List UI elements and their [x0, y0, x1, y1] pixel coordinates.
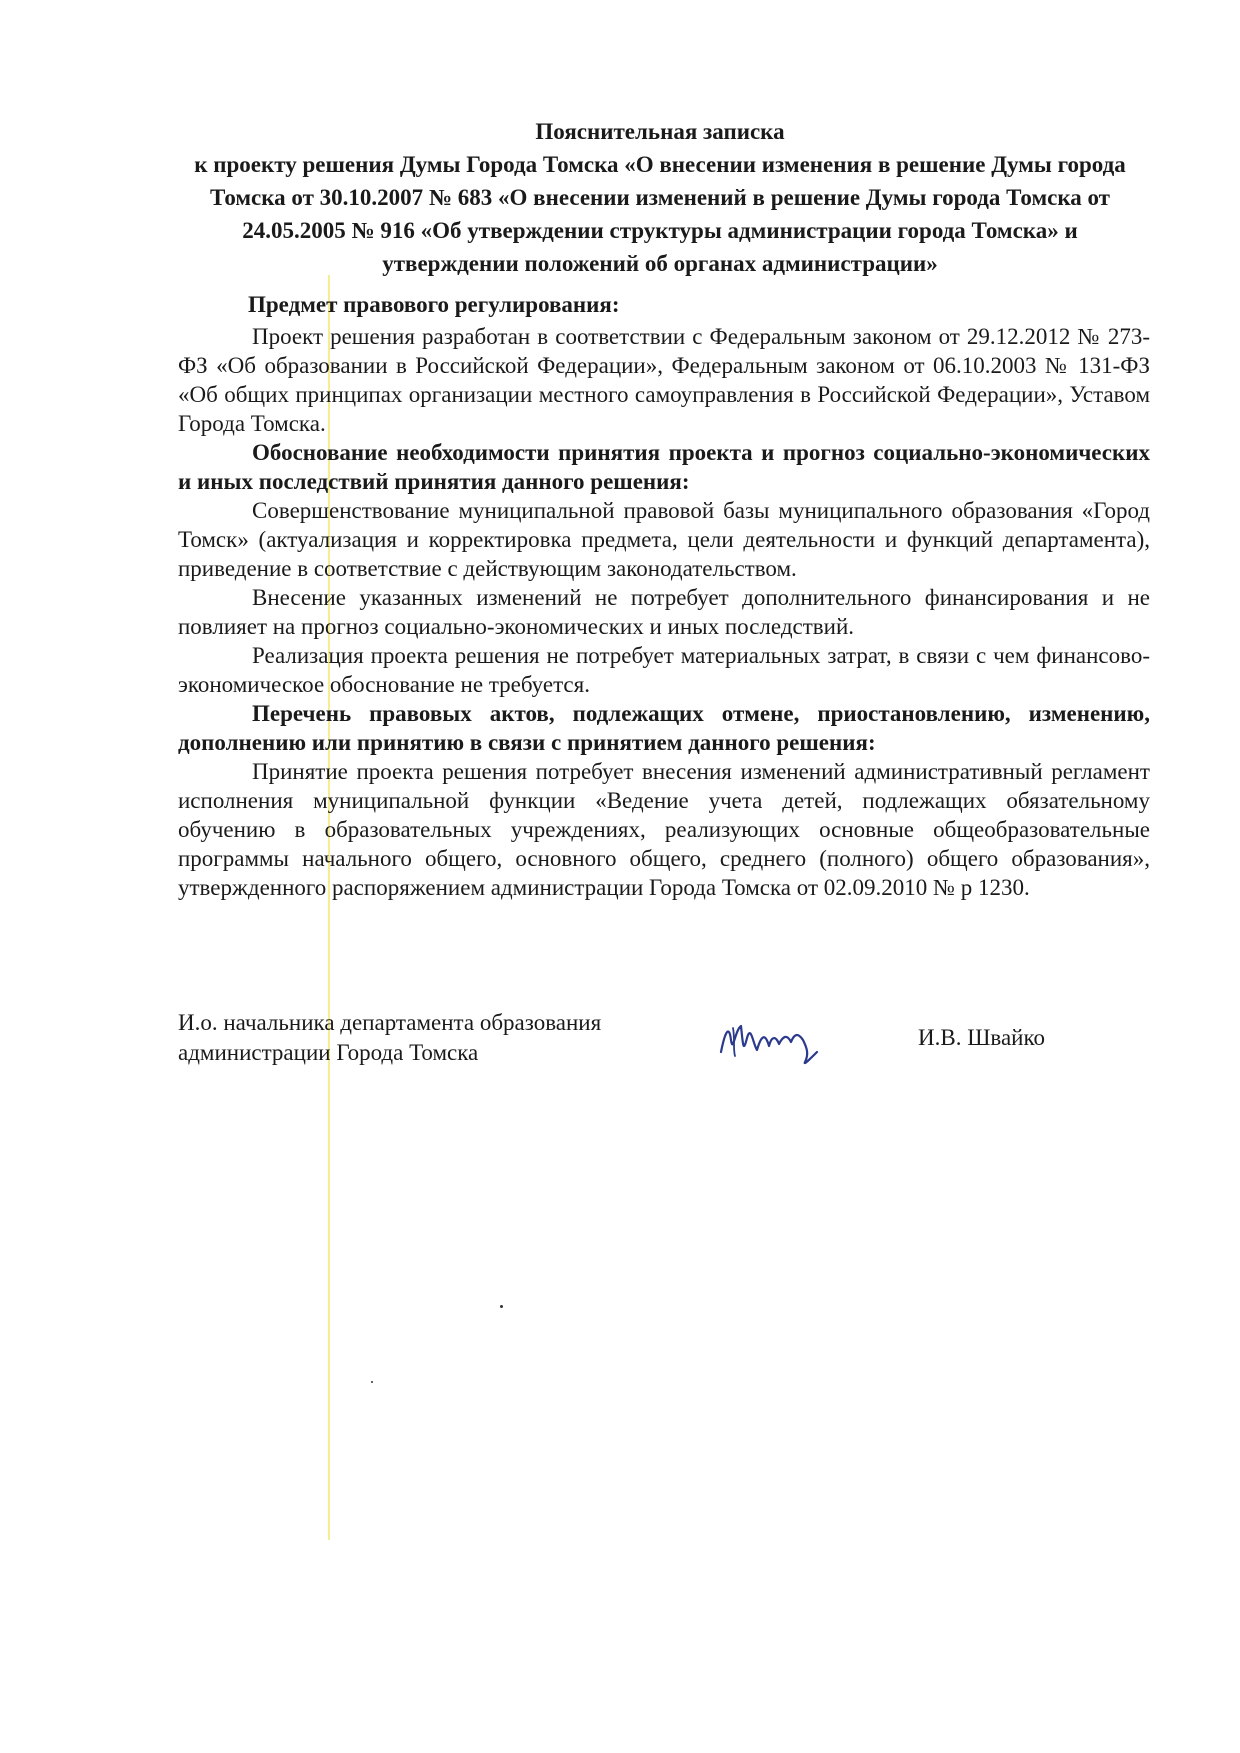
position-line: И.о. начальника департамента образования — [178, 1010, 602, 1035]
section-heading: Обоснование необходимости принятия проекта и прогноз социально-экономических и иных последствий принятия данного решения: — [178, 440, 1150, 494]
document-subject: к проекту решения Думы Города Томска «О внесении изменения в решение Думы города Томска от 30.10.2007 № 683 «О внесении изменений в решение Думы города Томска от 24.05.2005 № 916 «Об утверждении структуры администрации города Томска» и утверждении положений об органах администрации» — [194, 152, 1126, 276]
section-heading: Перечень правовых актов, подлежащих отмене, приостановлению, изменению, дополнению или принятию в связи с принятием данного решения: — [178, 701, 1150, 755]
paragraph: Совершенствование муниципальной правовой базы муниципального образования «Город Томск» (актуализация и корректировка предмета, цели деятельности и функций департамента), приведение в соответствие с действующим законодательством. — [178, 498, 1150, 581]
title-block — [180, 115, 1140, 280]
handwritten-signature — [713, 1010, 833, 1070]
signature-block — [178, 1008, 1150, 1098]
section-heading: Предмет правового регулирования: — [248, 292, 620, 317]
scan-speck — [371, 1381, 373, 1383]
position-line: администрации Города Томска — [178, 1040, 479, 1065]
document-title: Пояснительная записка — [535, 119, 785, 144]
scan-speck — [500, 1305, 503, 1308]
paragraph: Реализация проекта решения не потребует материальных затрат, в связи с чем финансово-экономическое обоснование не требуется. — [178, 643, 1150, 697]
paragraph: Принятие проекта решения потребует внесения изменений административный регламент исполнения муниципальной функции «Ведение учета детей, подлежащих обязательному обучению в образовательных учреждениях, реализующих основные общеобразовательные программы начального общего, основного общего, среднего (полного) общего образования», утвержденного распоряжением администрации Города Томска от 02.09.2010 № р 1230. — [178, 759, 1150, 900]
paragraph: Внесение указанных изменений не потребует дополнительного финансирования и не повлияет на прогноз социально-экономических и иных последствий. — [178, 585, 1150, 639]
document-body — [178, 290, 1150, 902]
paragraph: Проект решения разработан в соответствии с Федеральным законом от 29.12.2012 № 273-ФЗ «Об образовании в Российской Федерации», Федеральным законом от 06.10.2003 № 131-ФЗ «Об общих принципах организации местного самоуправления в Российской Федерации», Уставом Города Томска. — [178, 324, 1150, 436]
signatory-name: И.В. Швайко — [918, 1025, 1045, 1050]
signatory-position — [178, 1008, 698, 1068]
